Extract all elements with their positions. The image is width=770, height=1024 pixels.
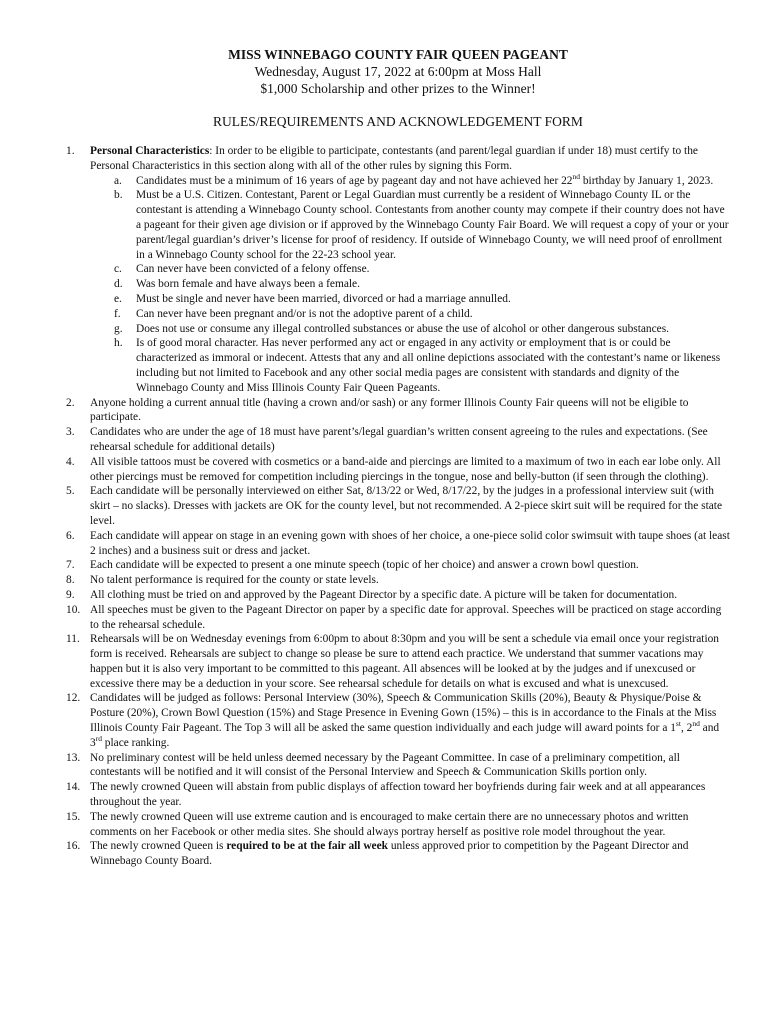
sub-rules-list (90, 171, 730, 396)
sub-rule-letter: h. (114, 337, 123, 350)
sub-rule-letter: c. (114, 263, 122, 276)
sub-rule-d (114, 277, 730, 292)
rule-item-9 (66, 588, 730, 603)
rule-number: 3. (66, 426, 75, 439)
rule-number: 16. (66, 840, 81, 853)
sub-rule-h (114, 336, 730, 395)
rule-number: 5. (66, 485, 75, 498)
rule-number: 10. (66, 603, 81, 616)
ordinal-suffix: st (675, 719, 681, 729)
rule-item-13 (66, 751, 730, 781)
ordinal-suffix: nd (572, 171, 581, 181)
rule-item-12 (66, 691, 730, 750)
rule-emphasis: required to be at the fair all week (226, 840, 388, 853)
rule-number: 4. (66, 455, 75, 468)
rule-item-6 (66, 529, 730, 559)
sub-rule-c (114, 262, 730, 277)
rules-list (66, 144, 730, 869)
rule-text: : In order to be eligible to participate, contestants (and parent/legal guardian if under 18) must certify to the Personal Characteristics in this section along with all of the other rules by signing this Form. (90, 145, 698, 172)
rule-text: Candidates who are under the age of 18 must have parent’s/legal guardian’s written consent agreeing to the rules and expectations. (See rehearsal schedule for additional details) (90, 426, 708, 453)
event-date-line: Wednesday, August 17, 2022 at 6:00pm at Moss Hall (254, 64, 542, 79)
ordinal-suffix: nd (692, 719, 700, 729)
rule-text: Each candidate will be personally interviewed on either Sat, 8/13/22 or Wed, 8/17/22, by the judges in a professional interview suit (with skirt – no slacks). Dresses with jackets are OK for the county level, but not recommended. A 2-piece skirt suit will be required for the state level. (90, 485, 723, 527)
rule-item-1 (66, 144, 730, 396)
sub-rule-text: Must be single and never have been married, divorced or had a marriage annulled. (136, 292, 511, 305)
sub-rule-text: Does not use or consume any illegal controlled substances or abuse the use of alcohol or other dangerous substances. (136, 322, 670, 335)
rule-text: All speeches must be given to the Pageant Director on paper by a specific date for approval. Speeches will be practiced on stage according to the rehearsal schedule. (90, 603, 722, 631)
rule-item-5 (66, 484, 730, 528)
sub-rule-g (114, 322, 730, 337)
sub-rule-text: Must be a U.S. Citizen. Contestant, Parent or Legal Guardian must currently be a resident of Winnebago County IL or the contestant is attending a Winnebago County school. Contestants from another county may compete if their country does not have a pageant for their given age division or if approved by the Winnebago County Fair Board. We will request a copy of your or your parent/legal guardian’s driver’s license for proof of residency. If outside of Winnebago County, we will need proof of enrollment in a Winnebago County school for the 22-23 school year. (136, 189, 729, 261)
rule-text: No preliminary contest will be held unless deemed necessary by the Pageant Committee. In case of a preliminary competition, all contestants will be notified and it will consist of the Personal Interview and Speech & Communication Skills portion only. (90, 751, 680, 779)
rule-text-end: unless approved prior to competition by the Pageant Director and Winnebago County Board. (90, 840, 689, 868)
rule-item-10 (66, 603, 730, 633)
sub-rule-text: Is of good moral character. Has never performed any act or engaged in any activity or employment that is or could be characterized as immoral or indecent. Attests that any and all online depictions associated with the contestant’s name or likeness including but not limited to Facebook and any other social media pages are consistent with standards and dignity of the Winnebago County and Miss Illinois County Fair Queen Pageants. (136, 337, 721, 394)
rule-number: 15. (66, 810, 81, 823)
rule-item-11 (66, 632, 730, 691)
rule-number: 8. (66, 574, 75, 587)
rule-number: 12. (66, 692, 81, 705)
rule-text: The newly crowned Queen will abstain from public displays of affection toward her boyfriends during fair week and at all appearances throughout the year. (90, 781, 706, 809)
rule-number: 9. (66, 588, 75, 601)
sub-rule-text-end: birthday by January 1, 2023. (580, 174, 714, 187)
rule-text: The newly crowned Queen is (90, 840, 227, 853)
sub-rule-b (114, 188, 730, 262)
sub-rule-text: Was born female and have always been a female. (136, 278, 360, 291)
rule-item-2 (66, 396, 730, 426)
rule-number: 13. (66, 751, 81, 764)
document-title: MISS WINNEBAGO COUNTY FAIR QUEEN PAGEANT (228, 47, 568, 62)
rule-text: Each candidate will be expected to present a one minute speech (topic of her choice) and answer a crown bowl question. (90, 559, 639, 572)
rule-number: 6. (66, 529, 75, 542)
sub-rule-letter: b. (114, 189, 123, 202)
sub-rule-text: Candidates must be a minimum of 16 years of age by pageant day and not have achieved her 22 (136, 174, 573, 187)
rule-number: 1. (66, 145, 75, 157)
rule-text: Anyone holding a current annual title (having a crown and/or sash) or any former Illinois County Fair queens will not be eligible to participate. (90, 396, 689, 424)
sub-rule-letter: f. (114, 307, 121, 320)
rule-number: 11. (66, 633, 80, 646)
sub-rule-text: Can never have been convicted of a felony offense. (136, 263, 370, 276)
rule-text: All visible tattoos must be covered with cosmetics or a band-aide and piercings are limited to a maximum of two in each ear lobe only. All other piercings must be removed for competition including piercings in the tongue, nose and belly-button (if seen through the clothing). (90, 455, 721, 483)
rule-text: Rehearsals will be on Wednesday evenings from 6:00pm to about 8:30pm and you will be sent a schedule via email once your registration form is received. Rehearsals are subject to change so please be sure to attend each practice. We understand that summer vacations may happen but it is also very important to be committed to this pageant. All absences will be looked at by the judges and if unexcused or excessive there may be a deduction in your score. See rehearsal schedule for details on what is excused and what is unexcused. (90, 633, 720, 690)
rule-text: All clothing must be tried on and approved by the Pageant Director by a specific date. A picture will be taken for documentation. (90, 588, 678, 601)
rule-item-8 (66, 573, 730, 588)
rule-item-4 (66, 455, 730, 485)
form-title: RULES/REQUIREMENTS AND ACKNOWLEDGEMENT FORM (213, 114, 583, 129)
sub-rule-letter: d. (114, 278, 123, 291)
rule-item-15 (66, 810, 730, 840)
sub-rule-f (114, 307, 730, 322)
rule-item-7 (66, 558, 730, 573)
sub-rule-text: Can never have been pregnant and/or is not the adoptive parent of a child. (136, 307, 473, 320)
rule-item-3 (66, 425, 730, 455)
sub-rule-letter: a. (114, 174, 122, 187)
rule-number: 2. (66, 396, 75, 409)
rule-text-end: place ranking. (101, 736, 170, 749)
sub-rule-e (114, 292, 730, 307)
rule-text: No talent performance is required for the county or state levels. (90, 574, 379, 587)
sub-rule-letter: g. (114, 322, 123, 335)
rule-text: The newly crowned Queen will use extreme caution and is encouraged to make certain there are no unnecessary photos and written comments on her Facebook or other media sites. She should always portray herself as positive role model throughout the year. (90, 810, 689, 838)
sub-rule-a (114, 171, 730, 189)
ordinal-suffix: rd (95, 733, 102, 743)
rule-number: 14. (66, 781, 81, 794)
rule-heading: Personal Characteristics (90, 145, 210, 157)
rule-text-part: , 2 (680, 722, 693, 735)
rule-item-14 (66, 780, 730, 810)
sub-rule-letter: e. (114, 292, 122, 305)
rule-text: Candidates will be judged as follows: Personal Interview (30%), Speech & Communication Skills (20%), Beauty & Physique/Poise & Posture (20%), Crown Bowl Question (15%) and Stage Presence in Evening Gown (15%) – this is in accordance to the Finals at the Miss Illinois County Fair Pageant. The Top 3 will all be asked the same question individually and each judge will award points for a 1 (90, 692, 717, 735)
prize-line: $1,000 Scholarship and other prizes to the Winner! (260, 81, 536, 96)
rule-number: 7. (66, 559, 75, 572)
rule-text-part: and 3 (90, 722, 720, 749)
rule-item-16 (66, 839, 730, 869)
rule-text: Each candidate will appear on stage in an evening gown with shoes of her choice, a one-piece solid color swimsuit with taupe shoes (at least 2 inches) and a business suit or dress and jacket. (90, 529, 730, 557)
